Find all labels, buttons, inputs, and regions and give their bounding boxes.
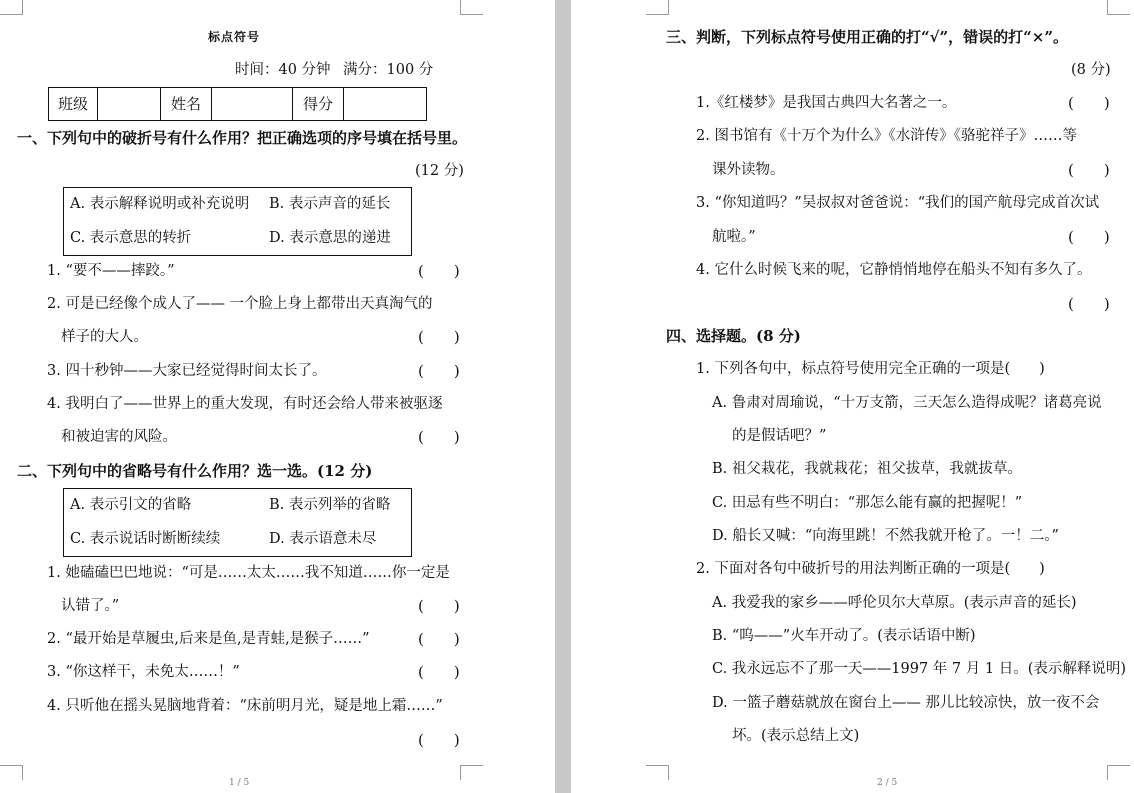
choice-option[interactable]: D. 一篮子蘑菇就放在窗台上—— 那儿比较凉快，放一夜不会 (712, 695, 1100, 711)
question-item-continued: 认错了。” (61, 598, 120, 614)
section-3-points: (8 分) (1071, 62, 1111, 78)
option-c: C. 表示意思的转折 (70, 230, 192, 246)
page-corner-mark (646, 765, 669, 780)
option-b: B. 表示声音的延长 (269, 196, 391, 212)
answer-blank[interactable]: ( ) (1068, 228, 1110, 246)
answer-blank[interactable]: ( ) (418, 362, 460, 380)
choice-option[interactable]: A. 我爱我的家乡——呼伦贝尔大草原。(表示声音的延长) (712, 595, 1077, 611)
question-item: 1. 她磕磕巴巴地说：“可是……太太……我不知道……你一定是 (47, 565, 450, 581)
option-b: B. 表示列举的省略 (269, 497, 391, 513)
question-item-continued: 样子的大人。 (61, 329, 148, 345)
choice-option-continued: 坏。(表示总结上文) (732, 728, 860, 744)
option-d: D. 表示意思的递进 (269, 230, 391, 246)
question-item: 2. 可是已经像个成人了—— 一个脸上身上都带出天真淘气的 (47, 296, 433, 312)
answer-blank[interactable]: ( ) (418, 731, 460, 749)
score-field[interactable] (344, 88, 426, 120)
answer-blank[interactable]: ( ) (418, 630, 460, 648)
answer-blank[interactable]: ( ) (418, 597, 460, 615)
section-2-option-box (63, 488, 412, 557)
question-item: 4. 我明白了——世界上的重大发现，有时还会给人带来被驱逐 (47, 396, 443, 412)
question-item: 4. 它什么时候飞来的呢，它静悄悄地停在船头不知有多久了。 (696, 262, 1092, 278)
question-item: 3. “你这样干，未免太……！” (47, 664, 240, 680)
question-item: 4. 只听他在摇头晃脑地背着：“床前明月光，疑是地上霜……” (47, 698, 443, 714)
section-4-heading: 四、选择题。(8 分) (666, 327, 801, 345)
page-corner-mark (0, 765, 23, 780)
option-a: A. 表示解释说明或补充说明 (70, 196, 250, 212)
page-corner-mark (0, 0, 23, 15)
question-item-continued: 航啦。” (712, 229, 756, 245)
question-item: 1.《红楼梦》是我国古典四大名著之一。 (696, 95, 957, 111)
choice-option[interactable]: A. 鲁肃对周瑜说，“十万支箭，三天怎么造得成呢？诸葛亮说 (712, 395, 1102, 411)
name-field[interactable] (212, 88, 293, 120)
class-label: 班级 (49, 88, 98, 120)
answer-blank[interactable]: ( ) (418, 262, 460, 280)
page-number: 2 / 5 (877, 778, 898, 788)
section-2-heading: 二、下列句中的省略号有什么作用？选一选。(12 分) (17, 462, 373, 480)
choice-option[interactable]: C. 我永远忘不了那一天——1997 年 7 月 1 日。(表示解释说明) (712, 661, 1127, 677)
choice-question-stem: 1. 下列各句中，标点符号使用完全正确的一项是( ) (696, 361, 1045, 377)
time-limit: 时间：40 分钟 (235, 62, 331, 78)
answer-blank[interactable]: ( ) (418, 428, 460, 446)
page-corner-mark (1107, 765, 1130, 780)
question-item-continued: 课外读物。 (712, 162, 785, 178)
answer-blank[interactable]: ( ) (1068, 161, 1110, 179)
score-label: 得分 (293, 88, 344, 120)
section-1-heading: 一、下列句中的破折号有什么作用？把正确选项的序号填在括号里。 (17, 129, 468, 147)
choice-question-stem: 2. 下面对各句中破折号的用法判断正确的一项是( ) (696, 561, 1045, 577)
section-1-points: (12 分) (415, 163, 464, 179)
page-corner-mark (460, 765, 483, 780)
option-d: D. 表示语意未尽 (269, 531, 377, 547)
page-corner-mark (1107, 0, 1130, 15)
answer-blank[interactable]: ( ) (1068, 295, 1110, 313)
choice-option[interactable]: C. 田忌有些不明白：“那怎么能有赢的把握呢！” (712, 495, 1023, 511)
full-score: 满分：100 分 (343, 62, 434, 78)
document-page-1 (0, 0, 555, 793)
choice-option[interactable]: D. 船长又喊：“向海里跳！不然我就开枪了。一！二。” (712, 528, 1059, 544)
choice-option-continued: 的是假话吧？” (732, 428, 827, 444)
question-item: 2. “最开始是草履虫,后来是鱼,是青蛙,是猴子……” (47, 631, 370, 647)
section-1-option-box (63, 187, 412, 256)
class-field[interactable] (98, 88, 161, 120)
document-title: 标点符号 (208, 30, 261, 44)
question-item: 3. 四十秒钟——大家已经觉得时间太长了。 (47, 363, 327, 379)
answer-blank[interactable]: ( ) (1068, 94, 1110, 112)
page-gutter (555, 0, 571, 793)
student-info-table (48, 87, 427, 121)
page-corner-mark (646, 0, 669, 15)
choice-option[interactable]: B. “呜——”火车开动了。(表示话语中断) (712, 628, 976, 644)
answer-blank[interactable]: ( ) (418, 328, 460, 346)
question-item-continued: 和被迫害的风险。 (61, 429, 177, 445)
option-a: A. 表示引文的省略 (70, 497, 192, 513)
name-label: 姓名 (161, 88, 212, 120)
question-item: 2. 图书馆有《十万个为什么》《水浒传》《骆驼祥子》……等 (696, 128, 1077, 144)
question-item: 3. “你知道吗？”吴叔叔对爸爸说：“我们的国产航母完成首次试 (696, 195, 1100, 211)
page-number: 1 / 5 (229, 778, 250, 788)
document-page-2 (571, 0, 1134, 793)
page-corner-mark (460, 0, 483, 15)
question-item: 1. “要不——摔跤。” (47, 263, 175, 279)
section-3-heading: 三、判断，下列标点符号使用正确的打“√”，错误的打“×”。 (666, 28, 1068, 46)
choice-option[interactable]: B. 祖父栽花，我就栽花；祖父拔草，我就拔草。 (712, 461, 1022, 477)
option-c: C. 表示说话时断断续续 (70, 531, 221, 547)
answer-blank[interactable]: ( ) (418, 663, 460, 681)
